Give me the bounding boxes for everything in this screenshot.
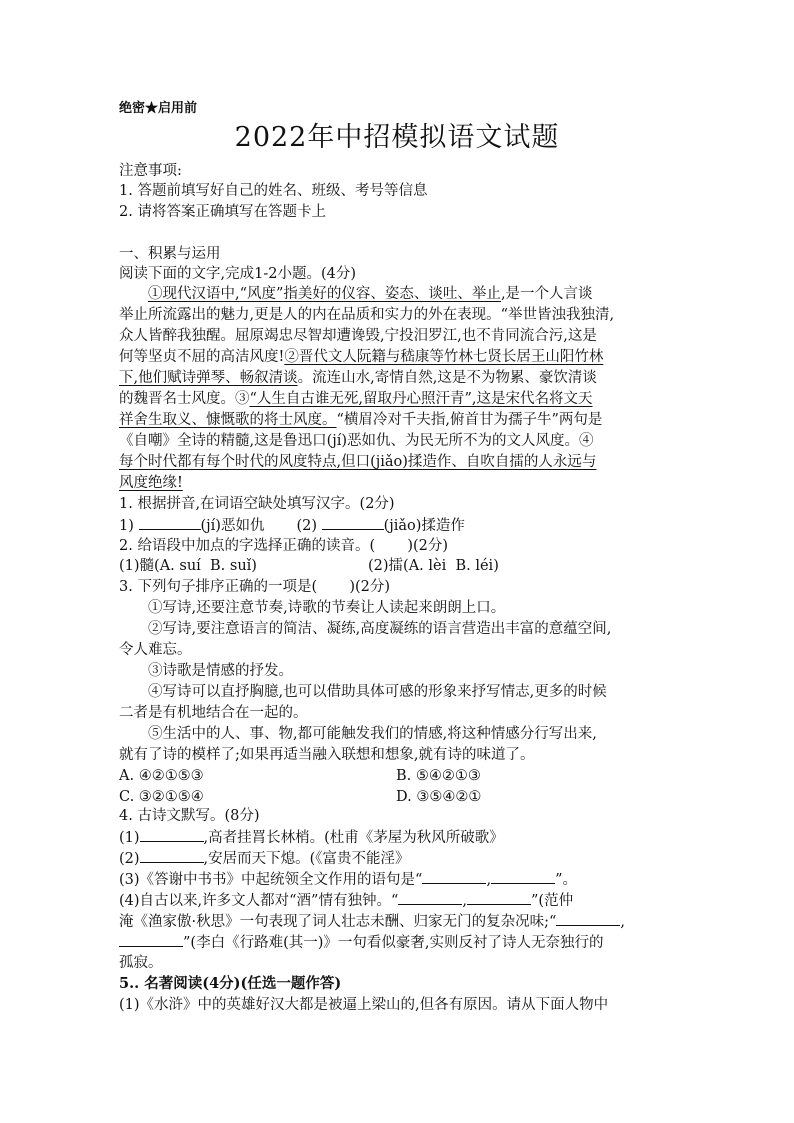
notes-heading: 注意事项: bbox=[119, 163, 182, 179]
question-2-option: (1)髓(A. suí B. suǐ) bbox=[119, 558, 257, 574]
item-label: (2) bbox=[296, 518, 317, 534]
passage-line: 《自嘲》全诗的精髓,这是鲁迅口(jí)恶如仇、为民无所不为的文人风度。④ bbox=[119, 433, 594, 449]
option-a[interactable]: A. ④②①⑤③ bbox=[119, 768, 204, 784]
section-heading: 一、积累与运用 bbox=[119, 246, 221, 262]
question-3-stem: 3. 下列句子排序正确的一项是( )(2分) bbox=[119, 579, 391, 595]
question-3-line: ①写诗,还要注意节奏,诗歌的节奏让人读起来朗朗上口。 bbox=[148, 600, 506, 616]
passage-line bbox=[119, 347, 603, 367]
passage-text: ,是一个人言谈 bbox=[500, 286, 593, 302]
question-5-line: (1)《水浒》中的英雄好汉大都是被逼上梁山的,但各有原因。请从下面人物中 bbox=[119, 997, 609, 1013]
question-3-line: ③诗歌是情感的抒发。 bbox=[148, 663, 293, 679]
passage-line bbox=[148, 284, 593, 304]
answer-blank[interactable] bbox=[398, 890, 462, 905]
underlined-sentence: 下,他们赋诗弹琴、畅叙清谈 bbox=[119, 370, 298, 386]
passage-text: “横眉冷对千夫指,俯首甘为孺子牛”两句是 bbox=[336, 412, 603, 428]
item-text: (3)《答谢中书书》中起统领全文作用的语句是“ bbox=[119, 872, 423, 888]
passage-intro: 阅读下面的文字,完成1-2小题。(4分) bbox=[119, 266, 356, 282]
question-2-option: (2)擂(A. lèi B. léi) bbox=[368, 558, 499, 574]
passage-line: 众人皆醉我独醒。屈原竭忠尽智却遭谗毁,宁投汨罗江,也不肯同流合污,这是 bbox=[119, 328, 597, 344]
question-4-line: 孤寂。 bbox=[119, 955, 163, 971]
question-4-line bbox=[119, 848, 410, 869]
answer-blank[interactable] bbox=[322, 515, 384, 530]
item-text: ,高者挂罥长林梢。(杜甫《茅屋为秋风所破歌》 bbox=[203, 830, 504, 846]
item-text: ”。 bbox=[555, 872, 577, 888]
question-3-line: 令人难忘。 bbox=[119, 642, 192, 658]
item-text: ”(范仲 bbox=[531, 893, 574, 909]
notes-item: 2. 请将答案正确填写在答题卡上 bbox=[119, 204, 326, 220]
underlined-sentence: 祥舍生取义、慷慨歌的将士风度。 bbox=[119, 412, 337, 428]
item-text: (jí)恶如仇 bbox=[200, 518, 265, 534]
item-text: ”(李白《行路难(其一)》一句看似豪奢,实则反衬了诗人无奈独行的 bbox=[183, 935, 604, 951]
answer-blank[interactable] bbox=[140, 848, 204, 863]
option-b[interactable]: B. ⑤④②①③ bbox=[396, 768, 481, 784]
answer-blank[interactable] bbox=[491, 869, 555, 884]
item-text: ,安居而天下熄。(《富贵不能淫》 bbox=[203, 851, 410, 867]
question-4-line bbox=[119, 869, 577, 890]
question-4-line bbox=[119, 911, 625, 932]
option-c[interactable]: C. ③②①⑤④ bbox=[119, 789, 204, 805]
item-label: (1) bbox=[119, 830, 140, 846]
question-2-stem: 2. 给语段中加点的字选择正确的读音。( )(2分) bbox=[119, 538, 449, 554]
question-1-answers bbox=[119, 515, 465, 536]
answer-blank[interactable] bbox=[556, 911, 620, 926]
passage-line bbox=[119, 368, 597, 388]
option-d[interactable]: D. ③⑤④②① bbox=[396, 789, 482, 805]
passage-line: 风度绝缘! bbox=[119, 475, 183, 491]
question-4-line bbox=[119, 827, 504, 848]
question-5-stem: 5.. 名著阅读(4分)(任选一题作答) bbox=[119, 975, 342, 992]
item-text: 淹《渔家傲·秋思》一句表现了词人壮志未酬、归家无门的复杂况味;“ bbox=[119, 914, 557, 930]
item-label: (2) bbox=[119, 851, 140, 867]
confidential-label: 绝密★启用前 bbox=[119, 101, 198, 116]
passage-line bbox=[119, 410, 602, 430]
underlined-sentence: “人生自古谁无死,留取丹心照汗青”,这是宋代名将文天 bbox=[249, 391, 593, 407]
question-1-stem: 1. 根据拼音,在词语空缺处填写汉字。(2分) bbox=[119, 496, 395, 512]
page-title: 2022年中招模拟语文试题 bbox=[234, 122, 560, 153]
question-4-stem: 4. 古诗文默写。(8分) bbox=[119, 808, 260, 824]
underlined-sentence: ②晋代文人阮籍与嵇康等竹林七贤长居王山阳竹林 bbox=[284, 349, 604, 365]
passage-text: 。流连山水,寄情自然,这是不为物累、豪饮清谈 bbox=[297, 370, 597, 386]
item-text: , bbox=[620, 914, 626, 930]
question-4-line bbox=[119, 890, 573, 911]
answer-blank[interactable] bbox=[467, 890, 531, 905]
answer-blank[interactable] bbox=[140, 827, 204, 842]
question-4-line bbox=[119, 932, 604, 953]
question-3-line: ②写诗,要注意语言的简洁、凝练,高度凝练的语言营造出丰富的意蕴空间, bbox=[148, 621, 612, 637]
item-text: , bbox=[486, 872, 492, 888]
answer-blank[interactable] bbox=[119, 932, 183, 947]
notes-item: 1. 答题前填写好自己的姓名、班级、考号等信息 bbox=[119, 183, 428, 199]
underlined-sentence: ①现代汉语中,“风度”指美好的仪容、姿态、谈吐、举止 bbox=[148, 286, 501, 302]
item-text: , bbox=[462, 893, 467, 909]
answer-blank[interactable] bbox=[422, 869, 486, 884]
item-text: (jiǎo)揉造作 bbox=[383, 518, 465, 534]
answer-blank[interactable] bbox=[139, 515, 201, 530]
passage-text: 的魏晋名士风度。③ bbox=[119, 391, 250, 407]
item-text: (4)自古以来,许多文人都对“酒”情有独钟。“ bbox=[119, 893, 399, 909]
question-3-line: 二者是有机地结合在一起的。 bbox=[119, 705, 308, 721]
question-3-line: ⑤生活中的人、事、物,都可能触发我们的情感,将这种情感分行写出来, bbox=[148, 726, 597, 742]
passage-text: 何等坚贞不屈的高洁风度! bbox=[119, 349, 285, 365]
passage-line bbox=[119, 389, 593, 409]
passage-line: 举止所流露出的魅力,更是人的内在品质和实力的外在表现。“举世皆浊我独清, bbox=[119, 307, 615, 323]
passage-line: 每个时代都有每个时代的风度特点,但口(jiǎo)揉造作、自吹自擂的人永远与 bbox=[119, 454, 597, 470]
question-3-line: 就有了诗的模样了;如果再适当融入联想和想象,就有诗的味道了。 bbox=[119, 747, 535, 763]
item-label: 1) bbox=[119, 518, 134, 534]
question-3-line: ④写诗可以直抒胸臆,也可以借助具体可感的形象来抒写情志,更多的时候 bbox=[148, 684, 607, 700]
